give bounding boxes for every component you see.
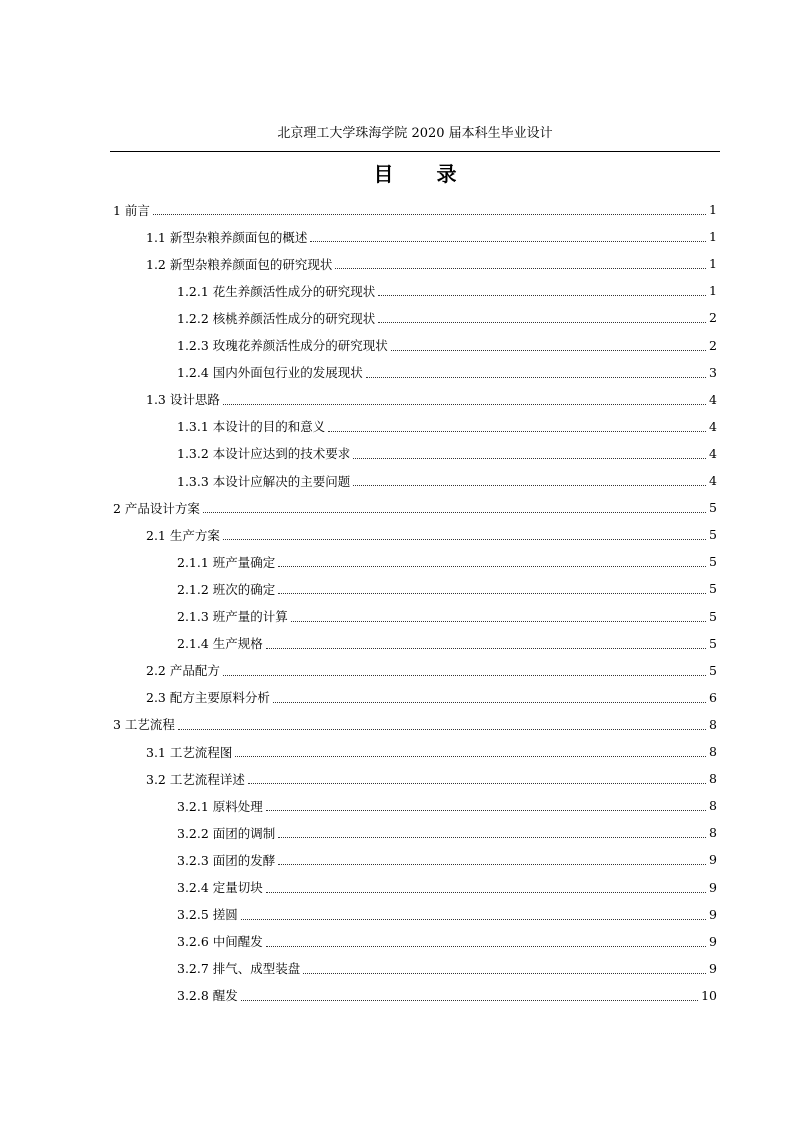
toc-entry-page-number: 9 [709,852,717,868]
toc-entry-label: 2.1.2 班次的确定 [177,581,276,597]
toc-entry-page-number: 9 [709,906,717,922]
toc-dot-leader [153,206,706,215]
toc-entry-label: 3.2.6 中间醒发 [177,934,263,950]
toc-dot-leader [278,585,706,594]
toc-title: 目 录 [373,162,475,186]
toc-entry-page-number: 8 [709,716,717,732]
toc-dot-leader [353,450,706,459]
toc-entry-label: 1.3.2 本设计应达到的技术要求 [177,446,351,462]
toc-entry[interactable] [177,548,717,575]
toc-dot-leader [353,477,706,486]
toc-entry[interactable] [177,359,717,386]
toc-entry-label: 1.3 设计思路 [146,392,220,408]
toc-entry-label: 3.2.5 搓圆 [177,907,238,923]
toc-entry-page-number: 2 [709,337,717,353]
toc-entry[interactable] [146,223,717,250]
toc-dot-leader [248,775,706,784]
toc-dot-leader [291,613,706,622]
toc-dot-leader [223,667,706,676]
toc-entry-label: 1.3.3 本设计应解决的主要问题 [177,473,351,489]
toc-entry-page-number: 1 [709,283,717,299]
toc-entry-label: 3 工艺流程 [113,717,175,733]
toc-entry[interactable] [177,304,717,331]
toc-entry-page-number: 5 [709,635,717,651]
toc-dot-leader [278,856,706,865]
toc-dot-leader [378,287,706,296]
toc-entry-page-number: 5 [709,608,717,624]
toc-entry-label: 1.1 新型杂粮养颜面包的概述 [146,229,308,245]
toc-entry[interactable] [177,575,717,602]
toc-entry-page-number: 4 [709,391,717,407]
toc-dot-leader [310,233,706,242]
toc-entry[interactable] [146,250,717,277]
toc-entry-label: 3.2.2 面团的调制 [177,825,276,841]
page-header: 北京理工大学珠海学院 2020 届本科生毕业设计 [277,126,553,141]
toc-entry[interactable] [113,494,717,521]
toc-entry-label: 1.2.3 玫瑰花养颜活性成分的研究现状 [177,338,388,353]
toc-entry[interactable] [177,792,717,819]
toc-entry-page-number: 4 [709,418,717,434]
toc-entry-label: 1.2.2 核桃养颜活性成分的研究现状 [177,310,376,326]
toc-entry-page-number: 4 [709,445,717,461]
toc-entry-page-number: 5 [709,581,717,597]
toc-entry-page-number: 5 [709,662,717,678]
toc-entry[interactable] [177,467,717,494]
toc-dot-leader [223,531,706,540]
toc-entry[interactable] [146,738,717,765]
toc-dot-leader [241,992,698,1001]
toc-entry-label: 2.1.1 班产量确定 [177,554,276,570]
toc-entry[interactable] [177,332,717,359]
toc-entry-page-number: 5 [709,527,717,543]
toc-entry-label: 2 产品设计方案 [113,500,200,516]
toc-entry-page-number: 8 [709,744,717,759]
toc-dot-leader [266,640,706,649]
toc-entry[interactable] [177,982,717,1009]
toc-entry-page-number: 1 [709,256,717,272]
toc-dot-leader [273,694,706,703]
toc-entry[interactable] [177,630,717,657]
toc-entry-page-number: 4 [709,473,717,488]
toc-entry-label: 3.2.1 原料处理 [177,798,263,814]
toc-entry-label: 2.2 产品配方 [146,663,220,679]
toc-entry-label: 1.2.4 国内外面包行业的发展现状 [177,365,363,381]
header-divider [110,151,720,152]
toc-dot-leader [178,721,706,730]
toc-dot-leader [303,965,706,974]
toc-entry[interactable] [113,196,717,223]
toc-dot-leader [335,260,706,269]
toc-dot-leader [278,829,706,838]
toc-dot-leader [241,911,706,920]
toc-entry[interactable] [146,684,717,711]
toc-entry-label: 3.2.8 醒发 [177,988,238,1004]
toc-entry-label: 1 前言 [113,202,150,218]
toc-entry[interactable] [177,819,717,846]
toc-entry-page-number: 8 [709,771,717,787]
toc-entry-label: 3.2.3 面团的发酵 [177,852,276,868]
toc-entry-page-number: 9 [709,933,717,949]
toc-entry[interactable] [177,874,717,901]
toc-entry[interactable] [146,657,717,684]
toc-entry-page-number: 1 [709,229,717,245]
toc-entry[interactable] [146,386,717,413]
toc-dot-leader [266,802,706,811]
toc-entry-label: 3.2.4 定量切块 [177,880,263,895]
toc-entry-page-number: 8 [709,798,717,814]
toc-dot-leader [235,748,706,757]
toc-entry[interactable] [177,277,717,304]
toc-entry[interactable] [177,440,717,467]
toc-entry-label: 2.3 配方主要原料分析 [146,690,270,706]
toc-entry-page-number: 5 [709,554,717,570]
toc-entry-page-number: 3 [709,364,717,380]
toc-dot-leader [203,504,706,513]
toc-dot-leader [366,369,706,378]
toc-dot-leader [266,884,706,893]
toc-entry[interactable] [146,521,717,548]
toc-entry-page-number: 8 [709,825,717,841]
toc-entry[interactable] [177,901,717,928]
toc-entry-page-number: 9 [709,960,717,976]
toc-entry-label: 1.2.1 花生养颜活性成分的研究现状 [177,283,376,299]
toc-entry-page-number: 10 [701,987,717,1003]
toc-entry[interactable] [177,603,717,630]
toc-dot-leader [266,938,706,947]
toc-entry[interactable] [146,765,717,792]
toc-dot-leader [278,558,706,567]
toc-entry-page-number: 6 [709,689,717,705]
toc-dot-leader [391,342,706,351]
toc-entry-page-number: 2 [709,310,717,326]
toc-entry-label: 3.2.7 排气、成型装盘 [177,961,301,977]
toc-entry-page-number: 1 [709,202,717,217]
toc-entry-page-number: 5 [709,500,717,516]
toc-dot-leader [328,423,706,432]
toc-entry-label: 1.3.1 本设计的目的和意义 [177,419,326,435]
toc-entry-label: 2.1.4 生产规格 [177,636,263,652]
toc-dot-leader [378,314,706,323]
toc-dot-leader [223,396,706,405]
toc-entry[interactable] [177,413,717,440]
toc-entry-label: 2.1 生产方案 [146,527,220,543]
toc-entry-label: 2.1.3 班产量的计算 [177,609,288,624]
toc-entry[interactable] [177,955,717,982]
toc-entry[interactable] [113,711,717,738]
toc-entry-label: 1.2 新型杂粮养颜面包的研究现状 [146,256,333,272]
toc-entry[interactable] [177,928,717,955]
toc-entry[interactable] [177,846,717,873]
toc-entry-page-number: 9 [709,879,717,895]
toc-entry-label: 3.1 工艺流程图 [146,744,233,760]
toc-entry-label: 3.2 工艺流程详述 [146,771,245,787]
